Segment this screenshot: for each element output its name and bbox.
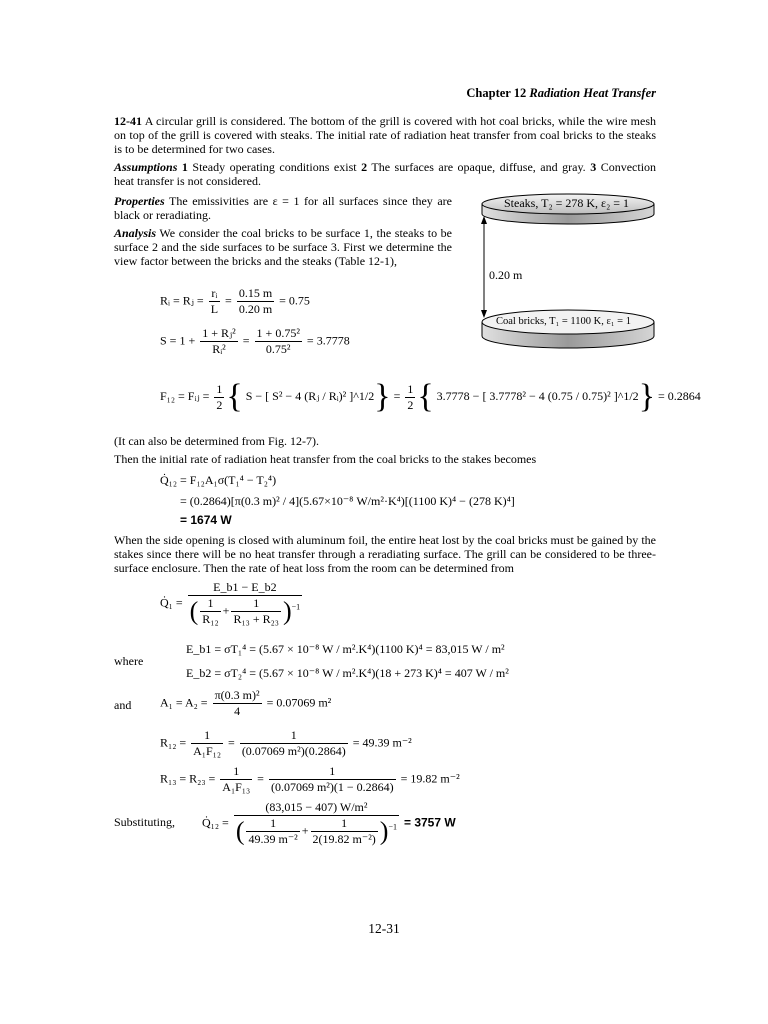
properties-text: The emissivities are ε = 1 for all surfaces since they are black or reradiating.	[114, 194, 452, 222]
chapter-title: Radiation Heat Transfer	[529, 86, 656, 100]
numerator: 1	[191, 728, 223, 744]
denominator: 4	[234, 704, 241, 718]
final-result: = 3757 W	[403, 815, 456, 830]
numerator: E_b1 − E_b2	[188, 580, 303, 596]
height-label: 0.20 m	[489, 268, 523, 282]
denominator: 0.75²	[265, 342, 291, 356]
fraction	[234, 800, 399, 847]
denominator: ( $\frac{1}{\text{R₁₂}}$ + $\frac{1}{\text{R₁₃ + R₂₃}}$ )$^{-1}$	[189, 596, 301, 626]
numerator: rᵢ	[209, 286, 220, 302]
view-factor-equation: F₁₂ = Fᵢⱼ = $\frac{1}{2}$ { S − [ S² − 4 (Rⱼ / Rᵢ)² ]^1/2} = $\frac{1}{2}$ { 3.7778 − [ 3.7778² − 4 (0.75 / 0.75)² ]^1/2} = 0.2864	[160, 378, 701, 415]
fraction	[188, 580, 303, 627]
fraction	[214, 382, 224, 413]
q12-line2: = (0.2864)[π(0.3 m)² / 4](5.67×10⁻⁸ W/m²·K⁴)[(1100 K)⁴ − (278 K)⁴]	[180, 494, 515, 508]
eq-result: = 3.7778	[306, 333, 350, 348]
exponent: −1	[388, 822, 397, 832]
fraction	[269, 764, 396, 795]
eq-lhs: Rᵢ = Rⱼ =	[160, 293, 204, 308]
numerator: π(0.3 m)²	[214, 688, 260, 702]
page-number: 12-31	[368, 921, 400, 936]
fraction	[220, 764, 252, 795]
denominator: A₁F₁₃	[222, 780, 251, 794]
final-equation	[202, 800, 456, 847]
denominator: R₁₃ + R₂₃	[233, 612, 279, 626]
coal-bricks-label: Coal bricks, T₁ = 1100 K, ε₁ = 1	[496, 316, 631, 327]
exponent: −1	[291, 602, 301, 612]
eq-lhs: F₁₂ = Fᵢⱼ =	[160, 388, 210, 403]
eq-body: 3.7778 − [ 3.7778² − 4 (0.75 / 0.75)² ]^1/2	[436, 388, 639, 403]
numerator: 1	[311, 816, 378, 832]
assumption-number: 2	[361, 160, 368, 174]
eq-lhs: R₁₃ = R₂₃ =	[160, 771, 216, 786]
then-text: Then the initial rate of radiation heat transfer from the coal bricks to the stakes becomes	[114, 452, 537, 466]
denominator: (0.07069 m²)(0.2864)	[241, 744, 346, 758]
analysis-paragraph	[114, 226, 452, 268]
r12-equation: R₁₂ = $\frac{1}{\text{A₁F₁₂}}$ = $\frac{1}{\text{(0.07069 m²)(0.2864)}}$ = 49.39 m⁻²	[160, 728, 412, 758]
area-equation	[160, 688, 331, 719]
denominator: ( $\frac{1}{\text{49.39 m⁻²}}$ + $\frac{1}{\text{2(19.82 m⁻²)}}$ )$^{-1}$	[235, 816, 397, 846]
numerator: 1	[240, 728, 348, 744]
substituting-label: Substituting,	[114, 815, 176, 829]
assumption-number: 3	[590, 160, 597, 174]
r13-equation: R₁₃ = R₂₃ = $\frac{1}{\text{A₁F₁₃}}$ = $\frac{1}{\text{(0.07069 m²)(1 − 0.2864)}}$ = 19.82 m⁻²	[160, 764, 460, 794]
eq-result: = 0.75	[279, 293, 310, 308]
eb2-equation: E_b2 = σT₂⁴ = (5.67 × 10⁻⁸ W / m².K⁴)(18 + 273 K)⁴ = 407 W / m²	[186, 666, 509, 680]
chapter-number: Chapter 12	[466, 86, 527, 100]
q12-line1: Q̇₁₂ = F₁₂A₁σ(T₁⁴ − T₂⁴)	[160, 473, 277, 487]
denominator: A₁F₁₂	[193, 744, 222, 758]
denominator: Rᵢ²	[212, 342, 226, 356]
ratio-equation: Rᵢ = Rⱼ = $\frac{\text{rᵢ}}{L}$ = $\frac{0.15 m}{0.20 m}$ = 0.75	[160, 286, 310, 316]
s-equation: S = 1 + $\frac{\text{1 + Rⱼ²}}{\text{Rᵢ²}}$ = $\frac{\text{1 + 0.75²}}{\text{0.75²}}$ = 3.7778	[160, 326, 350, 356]
assumptions-heading: Assumptions	[114, 160, 178, 174]
denominator: R₁₂	[202, 612, 219, 626]
fraction	[209, 286, 220, 317]
numerator: 1	[220, 764, 252, 780]
numerator: 1 + 0.75²	[256, 326, 300, 340]
assumption-text: The surfaces are opaque, diffuse, and gray.	[371, 160, 586, 174]
eq-result: = 19.82 m⁻²	[400, 771, 460, 786]
eq-result: = 49.39 m⁻²	[352, 735, 412, 750]
problem-text: A circular grill is considered. The bottom of the grill is covered with hot coal bricks, while the wire mesh on top of the grill is covered with steaks. The initial rate of radiation heat transfer from coal bricks to the steaks is to be determined for two cases.	[114, 114, 657, 156]
eq-lhs: Q̇₁₂ =	[202, 815, 229, 830]
fraction	[255, 326, 302, 357]
properties-heading: Properties	[114, 194, 165, 208]
denominator: 2	[216, 397, 223, 412]
q12-result: = 1674 W	[180, 513, 232, 527]
analysis-text: We consider the coal bricks to be surface 1, the steaks to be surface 2 and the side surfaces to be surface 3. First we determine the view factor between the bricks and the steaks (Table 12-1),	[114, 226, 452, 268]
eq-lhs: A₁ = A₂ =	[160, 695, 208, 710]
eq-lhs: R₁₂ =	[160, 735, 187, 750]
assumptions-paragraph	[114, 160, 656, 188]
numerator: 1	[269, 764, 396, 780]
eq-lhs: S = 1 +	[160, 333, 196, 348]
numerator: 1	[216, 381, 223, 396]
q1-equation	[160, 580, 304, 627]
denominator: L	[210, 302, 219, 316]
denominator: 0.20 m	[238, 302, 273, 316]
numerator: 1	[231, 596, 281, 612]
assumption-text: Steady operating conditions exist	[192, 160, 357, 174]
eq-result: = 0.2864	[658, 388, 701, 403]
fraction	[240, 728, 348, 759]
denominator: 2(19.82 m⁻²)	[312, 832, 376, 846]
denominator: 49.39 m⁻²	[248, 832, 298, 846]
numerator: 1	[407, 381, 414, 396]
eb1-equation: E_b1 = σT₁⁴ = (5.67 × 10⁻⁸ W / m².K⁴)(1100 K)⁴ = 83,015 W / m²	[186, 642, 505, 656]
where-label: where	[114, 654, 144, 668]
eq-body: S − [ S² − 4 (Rⱼ / Rᵢ)² ]^1/2	[245, 388, 375, 403]
running-header	[466, 86, 656, 101]
problem-number: 12-41	[114, 114, 142, 128]
numerator: (83,015 − 407) W/m²	[234, 800, 399, 816]
denominator: 2	[407, 397, 414, 412]
assumption-text: Convection heat transfer is not considered.	[114, 160, 657, 188]
numerator: 1 + Rⱼ²	[202, 326, 236, 340]
eq-lhs: Q̇₁ =	[160, 595, 183, 610]
also-text: (It can also be determined from Fig. 12-7).	[114, 434, 319, 448]
denominator: (0.07069 m²)(1 − 0.2864)	[270, 780, 394, 794]
fraction	[200, 326, 238, 357]
fraction	[191, 728, 223, 759]
numerator: 0.15 m	[238, 286, 273, 300]
fraction	[237, 286, 274, 317]
analysis-heading: Analysis	[114, 226, 157, 240]
fraction	[213, 688, 262, 719]
steaks-label: Steaks, T₂ = 278 K, ε₂ = 1	[504, 196, 630, 210]
eq-result: = 0.07069 m²	[266, 695, 332, 710]
assumption-number: 1	[181, 160, 188, 174]
problem-statement	[114, 114, 656, 156]
fraction	[405, 382, 415, 413]
numerator: 1	[246, 816, 299, 832]
properties-paragraph	[114, 194, 452, 222]
and-label: and	[114, 698, 132, 712]
closed-text: When the side opening is closed with aluminum foil, the entire heat lost by the coal bricks must be gained by the stakes since there will be no heat transfer through a reradiating surface. The grill can be considered to be three-surface enclosure. Then the rate of heat loss from the room can be determined from	[114, 533, 656, 575]
numerator: 1	[200, 596, 220, 612]
